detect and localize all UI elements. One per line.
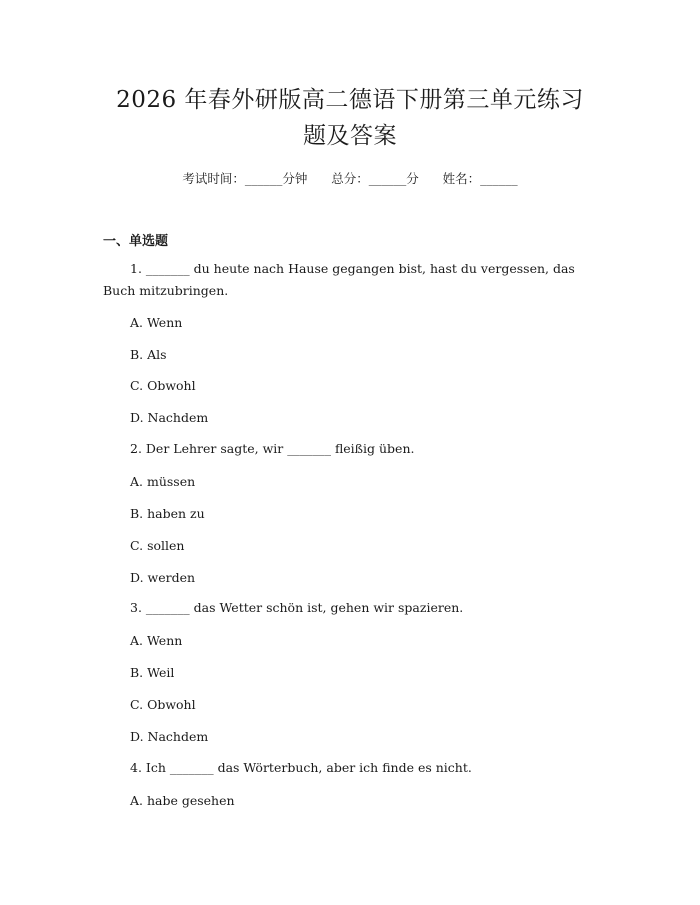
question-2-line-1: 2. Der Lehrer sagte, wir _______ fleißig üben.	[130, 441, 415, 456]
question-1-option-d: D. Nachdem	[130, 410, 209, 425]
question-3-option-a: A. Wenn	[130, 633, 183, 648]
question-2-option-a: A. müssen	[130, 474, 196, 489]
title-line-1: 2026 年春外研版高二德语下册第三单元练习	[116, 87, 584, 113]
question-1-line-2: Buch mitzubringen.	[103, 283, 229, 298]
question-3-option-b: B. Weil	[130, 665, 175, 680]
question-1-option-b: B. Als	[130, 347, 167, 362]
title-line-2: 题及答案	[303, 123, 397, 149]
section-heading: 一、单选题	[103, 234, 169, 249]
question-1-option-a: A. Wenn	[130, 315, 183, 330]
question-3-option-c: C. Obwohl	[130, 697, 196, 712]
question-1-line-1: 1. _______ du heute nach Hause gegangen bist, hast du vergessen, das	[130, 261, 575, 276]
question-3-line-1: 3. _______ das Wetter schön ist, gehen wir spazieren.	[130, 600, 464, 615]
exam-info-line: 考试时间：______分钟 总分：______分 姓名：______	[182, 171, 518, 186]
question-2-option-c: C. sollen	[130, 538, 185, 553]
question-4-option-a: A. habe gesehen	[130, 793, 235, 808]
question-2-option-d: D. werden	[130, 570, 196, 585]
question-2-option-b: B. haben zu	[130, 506, 205, 521]
question-4-line-1: 4. Ich _______ das Wörterbuch, aber ich finde es nicht.	[130, 760, 472, 775]
question-3-option-d: D. Nachdem	[130, 729, 209, 744]
question-1-option-c: C. Obwohl	[130, 378, 196, 393]
document-title	[90, 82, 610, 154]
